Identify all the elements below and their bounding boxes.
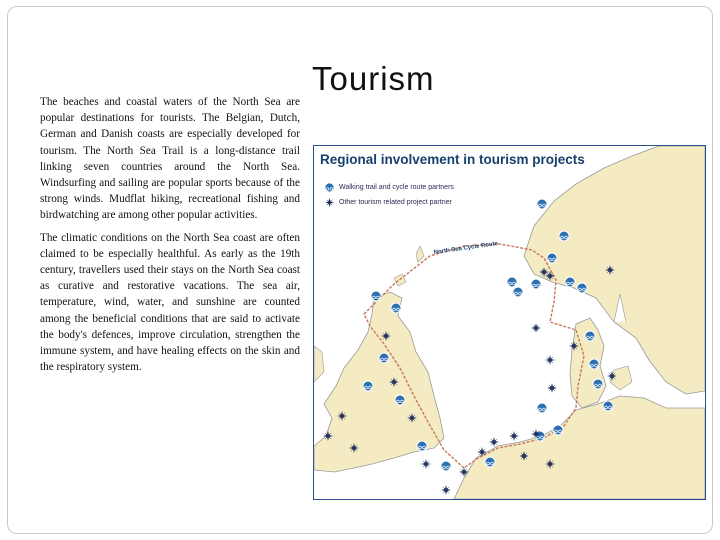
star-project-icon [349, 443, 359, 453]
cycle-route-icon [585, 331, 595, 341]
cycle-route-icon [417, 441, 427, 451]
cycle-route-icon [589, 359, 599, 369]
star-project-icon [509, 431, 519, 441]
cycle-route-icon [371, 291, 381, 301]
cycle-route-icon [593, 379, 603, 389]
legend-item-project [324, 197, 452, 208]
cycle-route-icon [363, 381, 373, 391]
legend-item-cycle [324, 182, 454, 193]
tourism-map [313, 145, 706, 500]
star-project-icon [381, 331, 391, 341]
cycle-route-icon [507, 277, 517, 287]
star-project-icon [545, 459, 555, 469]
land-continent [454, 396, 705, 499]
star-project-icon [407, 413, 417, 423]
cycle-route-icon [559, 231, 569, 241]
star-project-icon [545, 355, 555, 365]
star-project-icon [519, 451, 529, 461]
cycle-route-icon [531, 279, 541, 289]
cycle-route-icon [441, 461, 451, 471]
cycle-route-icon [577, 283, 587, 293]
cycle-route-icon [547, 253, 557, 263]
star-project-icon [605, 265, 615, 275]
star-project-icon [441, 485, 451, 495]
star-project-icon [323, 431, 333, 441]
cycle-route-icon [565, 277, 575, 287]
legend-label: Other tourism related project partner [339, 199, 452, 206]
cycle-route-icon [395, 395, 405, 405]
slide-title: Tourism [312, 60, 435, 97]
paragraph-2: The climatic conditions on the North Sea coast are often claimed to be especially healthful. As early as the 19th century, travellers used their stays on the North Sea coast as curative and restorative vacations. The sea air, temperature, wind, water, and sunshine are counted among the beneficial conditions that are said to activate the body's defences, improve circulation, strengthen the immune system, and have healing effects on the skin and the respiratory system. [40, 231, 300, 374]
star-project-icon [531, 323, 541, 333]
cycle-route-icon [537, 199, 547, 209]
star-project-icon [337, 411, 347, 421]
cycle-route-icon [513, 287, 523, 297]
star-project-icon [531, 429, 541, 439]
star-project-icon [459, 467, 469, 477]
star-project-icon [489, 437, 499, 447]
cycle-route-icon [537, 403, 547, 413]
paragraph-1: The beaches and coastal waters of the North Sea are popular destinations for tourists. The Belgian, Dutch, German and Danish coasts are especially developed for tourism. The North Sea Trail is a long-distance trail linking seven countries around the North Sea. Windsurfing and sailing are popular sports because of the strong winds. Mudflat hiking, recreational fishing and birdwatching are among other popular activities. [40, 96, 300, 222]
star-project-icon [545, 271, 555, 281]
body-text [40, 94, 300, 381]
cycle-route-icon [324, 182, 335, 193]
star-project-icon [607, 371, 617, 381]
cycle-route-icon [553, 425, 563, 435]
route-label: North Sea Cycle Route [433, 241, 499, 256]
star-project-icon [547, 383, 557, 393]
star-project-icon [389, 377, 399, 387]
cycle-route-icon [391, 303, 401, 313]
cycle-route-icon [379, 353, 389, 363]
map-title: Regional involvement in tourism projects [320, 152, 585, 167]
star-project-icon [569, 341, 579, 351]
star-project-icon [324, 197, 335, 208]
legend-label: Walking trail and cycle route partners [339, 184, 454, 191]
cycle-route-icon [603, 401, 613, 411]
cycle-route-icon [485, 457, 495, 467]
star-project-icon [421, 459, 431, 469]
star-project-icon [477, 447, 487, 457]
